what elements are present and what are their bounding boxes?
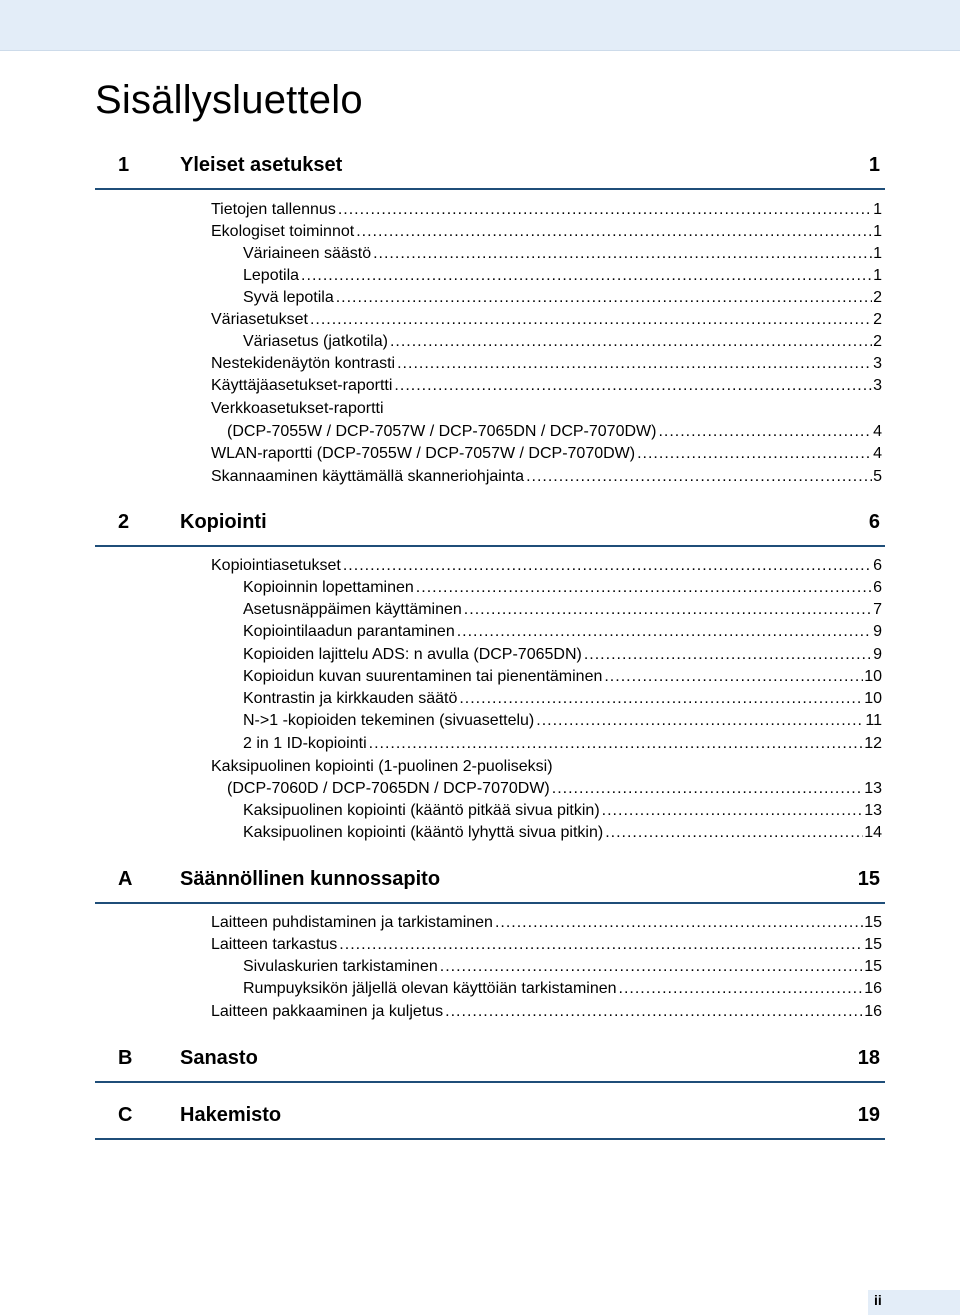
toc-entry-page: 10 bbox=[864, 668, 882, 685]
leader-dots bbox=[584, 644, 872, 666]
toc-entry-text: Väriasetukset bbox=[211, 311, 308, 328]
toc-entry[interactable] bbox=[211, 375, 882, 397]
toc-entry-text: Skannaaminen käyttämällä skanneriohjainta bbox=[211, 468, 525, 485]
toc-entry[interactable] bbox=[243, 733, 882, 755]
toc-entry[interactable] bbox=[211, 199, 882, 221]
toc-entry-text: N->1 -kopioiden tekeminen (sivuasettelu) bbox=[243, 712, 535, 729]
toc-entry-page: 3 bbox=[873, 377, 882, 394]
toc-entry-text: Laitteen pakkaaminen ja kuljetus bbox=[211, 1003, 444, 1020]
leader-dots bbox=[416, 577, 872, 599]
leader-dots bbox=[605, 822, 863, 844]
toc-entry-text: Syvä lepotila bbox=[243, 289, 334, 306]
chapter-heading-a[interactable] bbox=[95, 866, 885, 904]
toc-entry-text: Kaksipuolinen kopiointi (kääntö lyhyttä sivua pitkin) bbox=[243, 824, 604, 841]
leader-dots bbox=[445, 1001, 863, 1023]
leader-dots bbox=[390, 331, 872, 353]
leader-dots bbox=[310, 309, 872, 331]
toc-entry-text: Laitteen tarkastus bbox=[211, 936, 338, 953]
leader-dots bbox=[619, 978, 864, 1000]
toc-entry-text: Väriaineen säästö bbox=[243, 245, 372, 262]
leader-dots bbox=[464, 599, 872, 621]
toc-entry-page: 12 bbox=[864, 735, 882, 752]
toc-entry[interactable] bbox=[211, 555, 882, 577]
leader-dots bbox=[356, 221, 872, 243]
page-title: Sisällysluettelo bbox=[95, 78, 363, 122]
page-number: ii bbox=[874, 1292, 882, 1308]
toc-entry-text: Käyttäjäasetukset-raportti bbox=[211, 377, 393, 394]
toc-entry-page: 6 bbox=[873, 579, 882, 596]
chapter-title: Kopiointi bbox=[180, 511, 267, 533]
toc-entry[interactable] bbox=[211, 912, 882, 934]
chapter-page: 1 bbox=[868, 154, 880, 176]
toc-entry-page: 15 bbox=[864, 936, 882, 953]
toc-entry-text: Väriasetus (jatkotila) bbox=[243, 333, 388, 350]
leader-dots bbox=[536, 710, 864, 732]
toc-entry-text: (DCP-7060D / DCP-7065DN / DCP-7070DW) bbox=[227, 780, 550, 797]
leader-dots bbox=[658, 421, 872, 443]
leader-dots bbox=[397, 353, 872, 375]
toc-entry-page: 1 bbox=[873, 223, 882, 240]
toc-entry-text: Laitteen puhdistaminen ja tarkistaminen bbox=[211, 914, 493, 931]
toc-entry-text: Sivulaskurien tarkistaminen bbox=[243, 958, 438, 975]
chapter-heading-c[interactable] bbox=[95, 1102, 885, 1140]
toc-entry-text: Tietojen tallennus bbox=[211, 201, 336, 218]
leader-dots bbox=[457, 621, 872, 643]
toc-entry-text: Asetusnäppäimen käyttäminen bbox=[243, 601, 462, 618]
leader-dots bbox=[373, 243, 872, 265]
toc-entry[interactable] bbox=[211, 309, 882, 331]
leader-dots bbox=[552, 778, 863, 800]
chapter-title: Sanasto bbox=[180, 1047, 258, 1069]
chapter-page: 18 bbox=[857, 1047, 880, 1069]
toc-entry-page: 2 bbox=[873, 333, 882, 350]
chapter-page: 15 bbox=[857, 868, 880, 890]
toc-entry-page: 9 bbox=[873, 646, 882, 663]
chapter-number: C bbox=[118, 1104, 133, 1126]
toc-entry-page: 13 bbox=[864, 802, 882, 819]
chapter-page: 6 bbox=[868, 511, 880, 533]
toc-entry-page: 10 bbox=[864, 690, 882, 707]
toc-entry-page: 1 bbox=[873, 201, 882, 218]
chapter-heading-1[interactable] bbox=[95, 152, 885, 190]
toc-entry-page: 1 bbox=[873, 267, 882, 284]
toc-entry[interactable] bbox=[211, 1001, 882, 1023]
toc-entry-text: (DCP-7055W / DCP-7057W / DCP-7065DN / DCP-7070DW) bbox=[227, 423, 657, 440]
toc-entry[interactable] bbox=[243, 331, 882, 353]
toc-entry-text: Lepotila bbox=[243, 267, 300, 284]
chapter-number: 1 bbox=[118, 154, 130, 176]
leader-dots bbox=[394, 375, 872, 397]
toc-entry[interactable] bbox=[243, 243, 882, 265]
toc-entry-page: 2 bbox=[873, 289, 882, 306]
toc-entry-page: 11 bbox=[865, 712, 882, 729]
toc-entry-text[interactable]: Kaksipuolinen kopiointi (1-puolinen 2-puoliseksi) bbox=[211, 758, 553, 775]
toc-entry-page: 4 bbox=[873, 423, 882, 440]
chapter-number: A bbox=[118, 868, 133, 890]
toc-entry[interactable] bbox=[211, 466, 882, 488]
leader-dots bbox=[336, 287, 872, 309]
toc-entry-text: Kopiointilaadun parantaminen bbox=[243, 623, 455, 640]
footer-band bbox=[868, 1290, 960, 1315]
toc-entry-text: Kopiointiasetukset bbox=[211, 557, 341, 574]
chapter-number: B bbox=[118, 1047, 133, 1069]
leader-dots bbox=[637, 443, 872, 465]
toc-entry[interactable] bbox=[243, 666, 882, 688]
toc-entry[interactable] bbox=[211, 934, 882, 956]
leader-dots bbox=[338, 199, 872, 221]
leader-dots bbox=[495, 912, 863, 934]
toc-entry[interactable] bbox=[243, 621, 882, 643]
toc-entry[interactable] bbox=[211, 443, 882, 465]
toc-entry[interactable] bbox=[243, 710, 882, 732]
toc-entry[interactable] bbox=[243, 800, 882, 822]
toc-entry-text: Rumpuyksikön jäljellä olevan käyttöiän tarkistaminen bbox=[243, 980, 617, 997]
leader-dots bbox=[369, 733, 864, 755]
toc-entry-page: 6 bbox=[873, 557, 882, 574]
chapter-title: Säännöllinen kunnossapito bbox=[180, 868, 441, 890]
toc-entry[interactable] bbox=[227, 778, 882, 800]
toc-entry-page: 13 bbox=[864, 780, 882, 797]
toc-entry[interactable] bbox=[211, 353, 882, 375]
toc-entry-page: 16 bbox=[864, 1003, 882, 1020]
toc-entry-text: Kaksipuolinen kopiointi (kääntö pitkää sivua pitkin) bbox=[243, 802, 600, 819]
toc-entry-page: 1 bbox=[873, 245, 882, 262]
leader-dots bbox=[526, 466, 872, 488]
toc-entry-text: Kopioidun kuvan suurentaminen tai pienentäminen bbox=[243, 668, 603, 685]
toc-entry-page: 2 bbox=[873, 311, 882, 328]
toc-entry[interactable] bbox=[243, 822, 882, 844]
toc-entry-page: 16 bbox=[864, 980, 882, 997]
chapter-page: 19 bbox=[857, 1104, 880, 1126]
leader-dots bbox=[459, 688, 863, 710]
leader-dots bbox=[301, 265, 872, 287]
toc-entry-page: 9 bbox=[873, 623, 882, 640]
toc-entry[interactable] bbox=[243, 956, 882, 978]
toc-entry-text: Kontrastin ja kirkkauden säätö bbox=[243, 690, 458, 707]
chapter-heading-2[interactable] bbox=[95, 509, 885, 547]
chapter-number: 2 bbox=[118, 511, 130, 533]
toc-entry[interactable] bbox=[227, 421, 882, 443]
toc-entry-page: 14 bbox=[864, 824, 882, 841]
leader-dots bbox=[440, 956, 863, 978]
toc-entry-text[interactable]: Verkkoasetukset-raportti bbox=[211, 400, 384, 417]
toc-entry[interactable] bbox=[243, 287, 882, 309]
toc-entry-text: Nestekidenäytön kontrasti bbox=[211, 355, 396, 372]
leader-dots bbox=[339, 934, 863, 956]
toc-entry[interactable] bbox=[211, 221, 882, 243]
toc-entry[interactable] bbox=[243, 265, 882, 287]
toc-entry-page: 5 bbox=[873, 468, 882, 485]
toc-entry[interactable] bbox=[243, 577, 882, 599]
toc-entry-text: Kopioiden lajittelu ADS: n avulla (DCP-7065DN) bbox=[243, 646, 582, 663]
toc-entry[interactable] bbox=[243, 644, 882, 666]
toc-entry[interactable] bbox=[243, 978, 882, 1000]
toc-entry[interactable] bbox=[243, 688, 882, 710]
chapter-title: Hakemisto bbox=[180, 1104, 282, 1126]
toc-entry-text: 2 in 1 ID-kopiointi bbox=[243, 735, 367, 752]
leader-dots bbox=[343, 555, 872, 577]
toc-entry-text: Ekologiset toiminnot bbox=[211, 223, 355, 240]
toc-entry-page: 3 bbox=[873, 355, 882, 372]
toc-entry-page: 7 bbox=[873, 601, 882, 618]
toc-entry-page: 15 bbox=[864, 958, 882, 975]
toc-entry-text: Kopioinnin lopettaminen bbox=[243, 579, 414, 596]
chapter-title: Yleiset asetukset bbox=[180, 154, 343, 176]
toc-entry-page: 15 bbox=[864, 914, 882, 931]
header-band bbox=[0, 0, 960, 51]
chapter-heading-b[interactable] bbox=[95, 1045, 885, 1083]
toc-entry[interactable] bbox=[243, 599, 882, 621]
toc-entry-page: 4 bbox=[873, 445, 882, 462]
leader-dots bbox=[602, 800, 864, 822]
toc-entry-text: WLAN-raportti (DCP-7055W / DCP-7057W / DCP-7070DW) bbox=[211, 445, 636, 462]
leader-dots bbox=[604, 666, 863, 688]
